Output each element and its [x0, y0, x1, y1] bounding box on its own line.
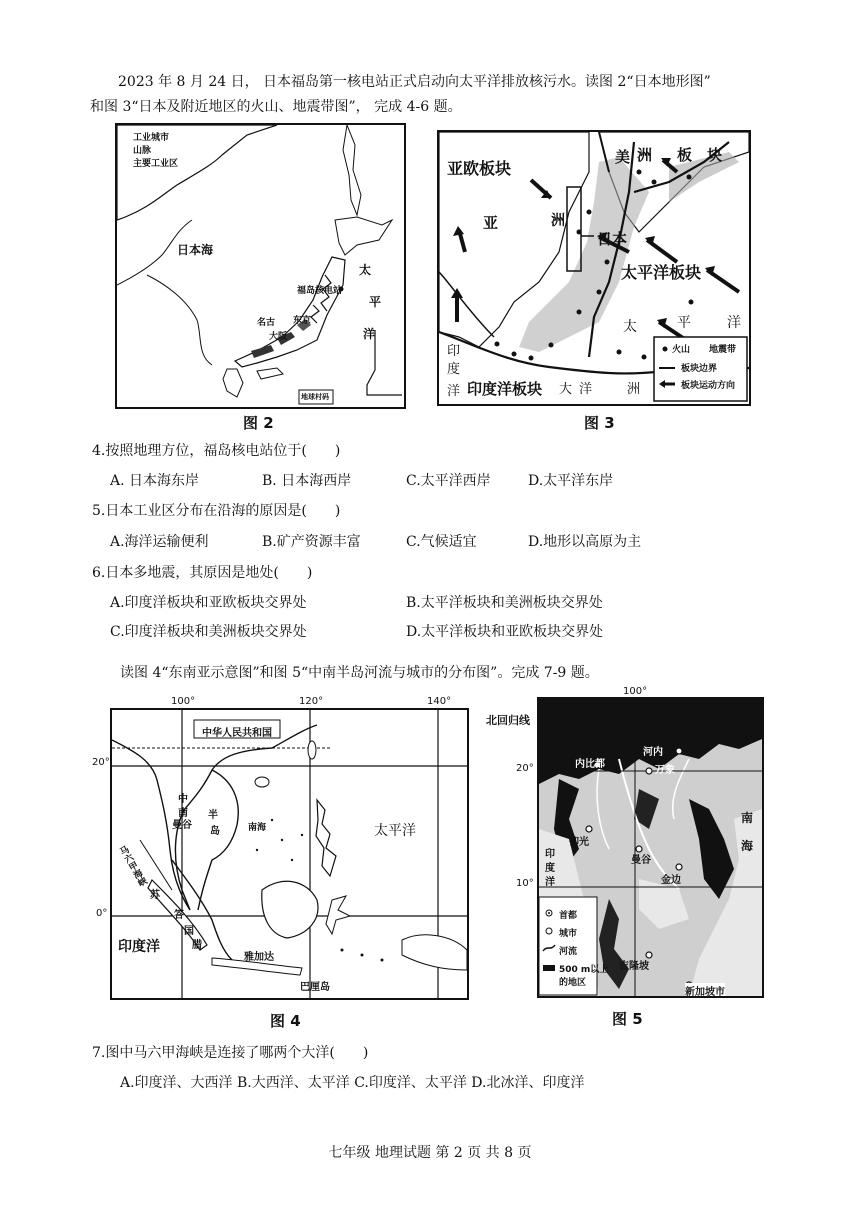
fig3-legend-boundary: 板块边界: [681, 364, 718, 374]
fig4-lat-20: 20°: [92, 757, 110, 768]
fig5-label-phnom-penh: 金边: [661, 875, 681, 886]
fig2-label-tokyo: 东京: [293, 316, 312, 326]
page-footer: 七年级 地理试题 第 2 页 共 8 页: [328, 1145, 532, 1161]
fig4-label-dao: 岛: [210, 826, 220, 837]
q5-option-d[interactable]: D.地形以高原为主: [528, 534, 642, 550]
fig3-label-pacific-3: 洋: [727, 315, 741, 331]
fig5-label-yangon: 仰光: [569, 837, 589, 848]
fig4-lon-120: 120°: [299, 696, 324, 707]
fig3-label-india-1: 印: [447, 344, 461, 359]
figure-3-plates-map: [437, 130, 751, 406]
fig5-label-singapore: 新加坡市: [685, 983, 725, 998]
figure-4-caption: 图 4: [270, 1012, 301, 1030]
q7-options[interactable]: A.印度洋、大西洋 B.大西洋、太平洋 C.印度洋、太平洋 D.北冰洋、印度洋: [120, 1075, 585, 1091]
fig2-label-pacific-3: 洋: [363, 327, 376, 341]
fig3-legend-seismic: 地震带: [709, 345, 737, 355]
fig5-lon-100: 100°: [623, 686, 648, 697]
fig3-label-asia-2: 洲: [551, 213, 565, 229]
fig4-label-bangkok: 曼谷: [172, 820, 192, 831]
fig3-label-oceania-2: 洋: [579, 382, 593, 397]
fig3-label-oceania-3: 洲: [627, 382, 641, 397]
fig2-legend-city: 工业城市: [133, 133, 170, 143]
fig2-label-nagoya: 名古: [257, 318, 276, 328]
fig5-label-hanoi: 河内: [643, 747, 663, 758]
figure-3-caption: 图 3: [584, 414, 615, 432]
fig4-label-ban: 半: [208, 810, 218, 821]
q4-option-c[interactable]: C.太平洋西岸: [406, 473, 491, 489]
figure-2-japan-map: [115, 123, 406, 409]
fig4-lon-140: 140°: [427, 696, 452, 707]
fig3-legend-volcano: 火山: [672, 345, 691, 355]
fig5-label-bangkok: 曼谷: [631, 855, 651, 866]
fig4-label-zhong: 中: [178, 794, 188, 805]
fig4-label-da: 答: [174, 910, 184, 921]
fig5-legend-elevation: 500 m以上: [559, 965, 609, 975]
figure-5-caption: 图 5: [612, 1010, 643, 1028]
figure-2-caption: 图 2: [243, 414, 274, 432]
q4-option-a[interactable]: A. 日本海东岸: [110, 473, 200, 489]
fig4-label-bali: 巴厘岛: [300, 982, 330, 993]
fig4-label-su: 苏: [150, 890, 160, 901]
fig3-label-america-4: 块: [707, 146, 723, 164]
question-5-stem: 5.日本工业区分布在沿海的原因是( ): [92, 503, 341, 519]
fig5-label-indian-3: 洋: [545, 877, 555, 888]
fig3-label-pacific-2: 平: [677, 315, 691, 331]
fig3-label-oceania-1: 大: [559, 382, 573, 397]
q6-option-d[interactable]: D.太平洋板块和亚欧板块交界处: [406, 624, 604, 640]
fig3-label-pacific-1: 太: [623, 319, 637, 335]
fig3-label-america-1: 美: [615, 148, 631, 166]
fig2-label-osaka: 大阪: [269, 332, 288, 342]
fig3-label-eurasian-plate: 亚欧板块: [447, 159, 512, 178]
question-4-stem: 4.按照地理方位，福岛核电站位于( ): [92, 443, 341, 459]
fig2-footer-label: 地球村码: [301, 393, 329, 401]
fig4-label-guo: 国: [184, 926, 194, 937]
intro-paragraph-2: 读图 4“东南亚示意图”和图 5“中南半岛河流与城市的分布图”。完成 7-9 题。: [120, 665, 599, 681]
intro-line-1: 2023 年 8 月 24 日， 日本福岛第一核电站正式启动向太平洋排放核污水。读图 2“日本地形图”: [118, 74, 711, 90]
fig5-lat-10: 10°: [516, 878, 534, 889]
fig2-legend-mountain: 山脉: [133, 146, 152, 156]
fig4-label-indian-ocean: 印度洋: [118, 939, 160, 955]
fig4-lat-0: 0°: [96, 908, 108, 919]
fig3-label-japan: 日本: [597, 230, 628, 248]
fig5-label-vientiane: 万象: [655, 765, 675, 776]
fig3-label-india-2: 度: [447, 362, 461, 377]
q5-option-a[interactable]: A.海洋运输便利: [110, 534, 209, 550]
fig5-legend-city: 城市: [559, 929, 578, 939]
fig5-label-indian-2: 度: [545, 863, 555, 874]
fig5-legend-capital: 首都: [559, 911, 578, 921]
fig5-label-south-sea-2: 海: [741, 839, 754, 853]
fig4-label-jakarta: 雅加达: [244, 952, 274, 963]
fig4-label-south-sea: 南海: [248, 823, 267, 833]
q5-option-b[interactable]: B.矿产资源丰富: [262, 534, 361, 550]
southeast-asia-drawing: [112, 710, 467, 998]
fig5-legend-river: 河流: [559, 947, 578, 957]
fig2-label-pacific-1: 太: [359, 263, 372, 277]
fig5-label-indian-1: 印: [545, 849, 555, 860]
intro-paragraph-1: [90, 70, 790, 120]
fig5-legend-area: 的地区: [559, 978, 587, 988]
fig2-label-fukushima: 福岛核电站: [297, 286, 343, 296]
fig3-label-indian-plate: 印度洋板块: [467, 380, 543, 398]
fig5-tropic-label: 北回归线: [486, 714, 530, 727]
intro-line-2: 和图 3“日本及附近地区的火山、地震带图”， 完成 4-6 题。: [90, 99, 462, 115]
fig3-label-america-3: 板: [677, 146, 693, 164]
figure-4-southeast-asia-map: [110, 708, 469, 1000]
fig4-label-malacca: 马六甲海峡: [116, 844, 148, 889]
q6-option-b[interactable]: B.太平洋板块和美洲板块交界处: [406, 595, 603, 611]
q6-option-a[interactable]: A.印度洋板块和亚欧板块交界处: [110, 595, 307, 611]
question-7-stem: 7.图中马六甲海峡是连接了哪两个大洋( ): [92, 1045, 369, 1061]
fig5-label-naypyidaw: 内比都: [575, 759, 605, 770]
fig4-label-china: 中华人民共和国: [202, 728, 272, 739]
fig2-label-pacific-2: 平: [369, 295, 382, 309]
fig2-legend-industrial: 主要工业区: [133, 159, 179, 169]
fig4-label-nan: 南: [178, 808, 188, 819]
fig3-legend-direction: 板块运动方向: [681, 381, 736, 391]
fig5-lat-20: 20°: [516, 763, 534, 774]
fig4-label-la: 腊: [192, 940, 202, 951]
q5-option-c[interactable]: C.气候适宜: [406, 534, 477, 550]
q4-option-d[interactable]: D.太平洋东岸: [528, 473, 614, 489]
fig3-label-india-3: 洋: [447, 384, 461, 399]
fig5-label-south-sea-1: 南: [741, 811, 754, 825]
fig3-label-pacific-plate: 太平洋板块: [621, 263, 702, 282]
fig5-label-kuala-lumpur: 吉隆坡: [619, 961, 649, 972]
q6-option-c[interactable]: C.印度洋板块和美洲板块交界处: [110, 624, 307, 640]
figure-5-indochina-map: [537, 697, 764, 998]
fig3-label-america-2: 洲: [637, 146, 653, 164]
fig3-label-asia-1: 亚: [483, 214, 499, 232]
q4-option-b[interactable]: B. 日本海西岸: [262, 473, 352, 489]
fig2-label-sea-of-japan: 日本海: [177, 243, 214, 257]
fig4-lon-100: 100°: [171, 696, 196, 707]
question-6-stem: 6.日本多地震，其原因是地处( ): [92, 565, 313, 581]
fig4-label-pacific: 太平洋: [374, 823, 416, 839]
